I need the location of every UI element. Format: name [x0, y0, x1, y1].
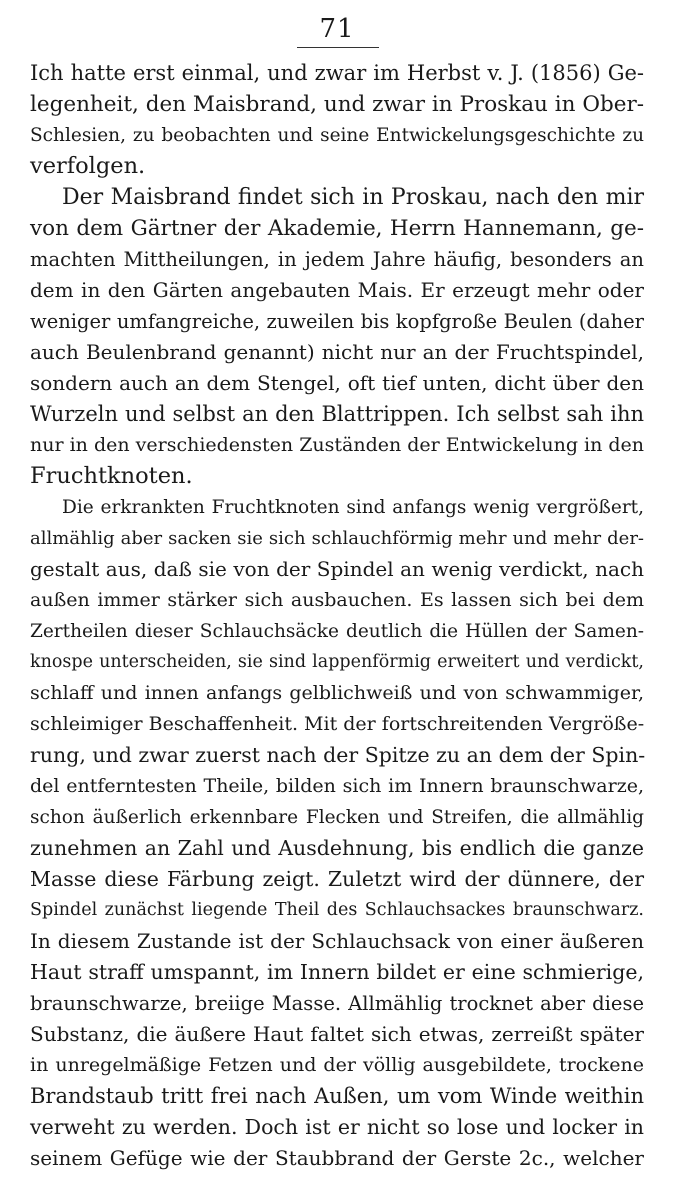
text-line: außen immer stärker sich ausbauchen. Es lassen sich bei dem [30, 589, 644, 611]
text-line: Die erkrankten Fruchtknoten sind anfangs wenig vergrößert, [62, 497, 644, 518]
header-rule [297, 47, 379, 48]
text-line: rung, und zwar zuerst nach der Spitze zu an dem der Spin- [30, 743, 646, 767]
text-line: dem in den Gärten angebauten Mais. Er erzeugt mehr oder [30, 278, 644, 302]
text-line: In diesem Zustande ist der Schlauchsack von einer äußeren [30, 929, 644, 953]
text-line: Wurzeln und selbst an den Blattrippen. Ich selbst sah ihn [30, 402, 644, 426]
text-line: schlaff und innen anfangs gelblichweiß und von schwammiger, [30, 682, 644, 704]
text-line: in unregelmäßige Fetzen und der völlig ausgebildete, trockene [30, 1054, 644, 1076]
text-line: Spindel zunächst liegende Theil des Schlauchsackes braunschwarz. [30, 900, 644, 920]
text-line: Haut straff umspannt, im Innern bildet er eine schmierige, [30, 960, 644, 984]
text-line: auch Beulenbrand genannt) nicht nur an der Fruchtspindel, [30, 340, 644, 364]
text-line: Substanz, die äußere Haut faltet sich etwas, zerreißt später [30, 1022, 644, 1046]
text-line: weniger umfangreiche, zuweilen bis kopfgroße Beulen (daher [30, 310, 644, 333]
text-line: schon äußerlich erkennbare Flecken und Streifen, die allmählig [30, 807, 644, 828]
text-line: verweht zu werden. Doch ist er nicht so lose und locker in [30, 1115, 644, 1139]
text-line: del entferntesten Theile, bilden sich im Innern braunschwarze, [30, 775, 644, 797]
page-number: 71 [319, 14, 355, 44]
text-line: machten Mittheilungen, in jedem Jahre häufig, besonders an [30, 248, 644, 271]
text-line: Der Maisbrand findet sich in Proskau, nach den mir [62, 185, 644, 210]
text-line: knospe unterscheiden, sie sind lappenförmig erweitert und verdickt, [30, 652, 644, 672]
text-line: legenheit, den Maisbrand, und zwar in Proskau in Ober- [30, 92, 644, 117]
text-line: Brandstaub tritt frei nach Außen, um vom Winde weithin [30, 1084, 644, 1108]
text-line: Schlesien, zu beobachten und seine Entwickelungsgeschichte zu [30, 125, 644, 146]
text-line: von dem Gärtner der Akademie, Herrn Hannemann, ge- [30, 216, 644, 241]
text-line: sondern auch an dem Stengel, oft tief unten, dicht über den [30, 371, 644, 395]
text-line: Masse diese Färbung zeigt. Zuletzt wird der dünnere, der [30, 867, 644, 891]
text-line: nur in den verschiedensten Zuständen der Entwickelung in den [30, 434, 645, 456]
text-line: seinem Gefüge wie der Staubbrand der Gerste 2c., welcher [30, 1146, 644, 1170]
text-line: verfolgen. [30, 153, 146, 179]
text-line: Ich hatte erst einmal, und zwar im Herbst v. J. (1856) Ge- [30, 61, 644, 85]
text-line: allmählig aber sacken sie sich schlauchförmig mehr und mehr der- [30, 528, 644, 549]
text-line: zunehmen an Zahl und Ausdehnung, bis endlich die ganze [30, 836, 644, 860]
text-line: braunschwarze, breiige Masse. Allmählig trocknet aber diese [30, 992, 644, 1015]
text-line: gestalt aus, daß sie von der Spindel an wenig verdickt, nach [30, 557, 644, 581]
text-line: Fruchtknoten. [30, 463, 193, 489]
text-line: Zertheilen dieser Schlauchsäcke deutlich die Hüllen der Samen- [30, 621, 644, 642]
text-line: schleimiger Beschaffenheit. Mit der fortschreitenden Vergröße- [30, 713, 645, 735]
